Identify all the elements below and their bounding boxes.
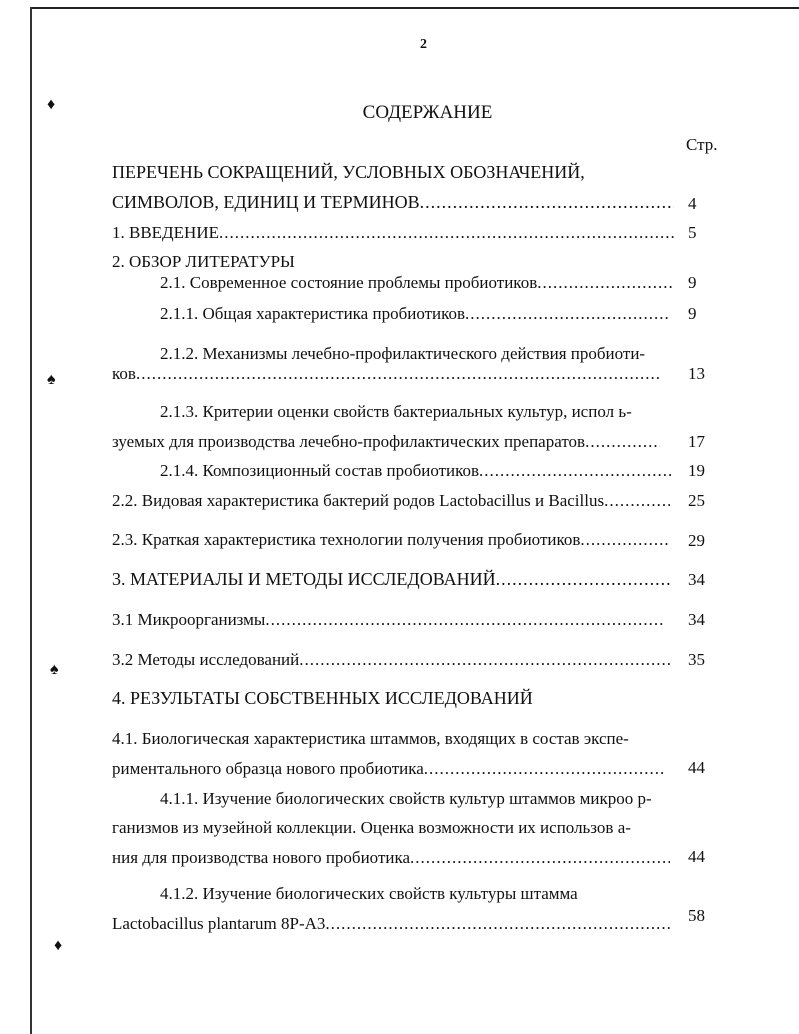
toc-page-number: 58 [688, 906, 705, 925]
toc-page-number: 5 [688, 223, 697, 242]
toc-entry-line [112, 729, 629, 749]
leader-dots [265, 610, 664, 630]
toc-page-number: 9 [688, 304, 697, 323]
toc-entry-line [112, 162, 585, 182]
toc-entry-line [160, 344, 645, 364]
leader-dots [219, 223, 674, 243]
leader-dots [465, 304, 668, 324]
toc-entry-line [160, 789, 652, 809]
leader-dots [585, 432, 660, 452]
toc-entry-line [112, 252, 295, 272]
toc-entry-line [160, 273, 672, 293]
toc-entry-line [112, 432, 660, 452]
toc-page-number: 44 [688, 758, 705, 777]
toc-entry-text: 3. МАТЕРИАЛЫ И МЕТОДЫ ИССЛЕДОВАНИЙ [112, 569, 496, 589]
toc-entry-text: ния для производства нового пробиотика [112, 848, 411, 867]
toc-entry-line [160, 402, 632, 422]
page-number: 2 [420, 37, 427, 52]
toc-entry-line [112, 759, 664, 779]
toc-entry-text: ганизмов из музейной коллекции. Оценка возможности их использов а- [112, 818, 631, 837]
binding-hole-mark-icon: ♦ [47, 96, 56, 113]
toc-entry-text: 4.1.1. Изучение биологических свойств культур штаммов микроо р- [160, 789, 652, 808]
toc-entry-line [160, 304, 668, 324]
leader-dots [420, 192, 674, 212]
toc-entry-text: 2.2. Видовая характеристика бактерий родов Lactobacillus и Bacillus [112, 491, 605, 510]
leader-dots [325, 914, 672, 934]
toc-page-number: 29 [688, 531, 705, 550]
toc-entry-text: 4.1. Биологическая характеристика штаммов, входящих в состав экспе- [112, 729, 629, 748]
toc-page-number: 13 [688, 364, 705, 383]
toc-page-number: 4 [688, 194, 697, 213]
binding-hole-mark-icon: ♠ [47, 371, 56, 388]
toc-page-number: 34 [688, 610, 705, 629]
binding-hole-mark-icon: ♠ [50, 661, 59, 678]
leader-dots [496, 569, 672, 589]
toc-entry-line [112, 914, 672, 934]
toc-page-number: 25 [688, 491, 705, 510]
toc-entry-text: 2.3. Краткая характеристика технологии получения пробиотиков [112, 530, 581, 549]
toc-entry-text: 2.1. Современное состояние проблемы пробиотиков [160, 273, 538, 292]
leader-dots [424, 759, 664, 779]
toc-entry-line [112, 364, 662, 384]
toc-entry-text: СИМВОЛОВ, ЕДИНИЦ И ТЕРМИНОВ [112, 192, 420, 212]
toc-entry-line [112, 192, 674, 212]
toc-entry-text: 4. РЕЗУЛЬТАТЫ СОБСТВЕННЫХ ИССЛЕДОВАНИЙ [112, 688, 533, 708]
toc-entry-text: 1. ВВЕДЕНИЕ [112, 223, 219, 242]
toc-entry-text: 2.1.1. Общая характеристика пробиотиков [160, 304, 466, 323]
toc-entry-line [112, 818, 631, 838]
toc-entry-text: 2. ОБЗОР ЛИТЕРАТУРЫ [112, 252, 295, 271]
toc-entry-line [112, 610, 664, 630]
toc-entry-text: зуемых для производства лечебно-профилактических препаратов [112, 432, 586, 451]
toc-entry-line [112, 530, 668, 550]
toc-entry-line [112, 491, 670, 511]
page-title: СОДЕРЖАНИЕ [362, 102, 493, 123]
toc-entry-line [112, 223, 674, 243]
leader-dots [604, 491, 670, 511]
toc-page-number: 44 [688, 847, 705, 866]
leader-dots [479, 461, 672, 481]
leader-dots [537, 273, 672, 293]
toc-entry-line [112, 848, 670, 868]
toc-entry-text: 4.1.2. Изучение биологических свойств культуры штамма [160, 884, 578, 903]
toc-entry-line [160, 884, 578, 904]
scan-edge-left [30, 7, 32, 1034]
toc-entry-text: риментального образца нового пробиотика [112, 759, 424, 778]
toc-entry-text: 3.1 Микроорганизмы [112, 610, 266, 629]
toc-entry-text: 2.1.4. Композиционный состав пробиотиков [160, 461, 480, 480]
leader-dots [136, 364, 662, 384]
page-column-label: Стр. [686, 135, 718, 154]
toc-entry-text: Lactobacillus plantarum 8P-A3 [112, 914, 326, 933]
scan-edge-top [30, 7, 799, 9]
toc-entry-text: ПЕРЕЧЕНЬ СОКРАЩЕНИЙ, УСЛОВНЫХ ОБОЗНАЧЕНИЙ, [112, 162, 585, 182]
toc-page-number: 34 [688, 570, 705, 589]
toc-page-number: 35 [688, 650, 705, 669]
toc-entry-line [112, 688, 533, 708]
toc-entry-line [160, 461, 672, 481]
toc-page-number: 19 [688, 461, 705, 480]
toc-page-number: 9 [688, 273, 697, 292]
leader-dots [299, 650, 672, 670]
toc-entry-text: 3.2 Методы исследований [112, 650, 300, 669]
leader-dots [410, 848, 670, 868]
toc-page-number: 17 [688, 432, 705, 451]
toc-entry-text: 2.1.3. Критерии оценки свойств бактериальных культур, испол ь- [160, 402, 632, 421]
toc-entry-text: 2.1.2. Механизмы лечебно-профилактического действия пробиоти- [160, 344, 646, 363]
binding-hole-mark-icon: ♦ [54, 937, 63, 954]
toc-entry-line [112, 569, 672, 589]
leader-dots [580, 530, 668, 550]
toc-entry-text: ков [112, 364, 136, 383]
toc-entry-line [112, 650, 672, 670]
